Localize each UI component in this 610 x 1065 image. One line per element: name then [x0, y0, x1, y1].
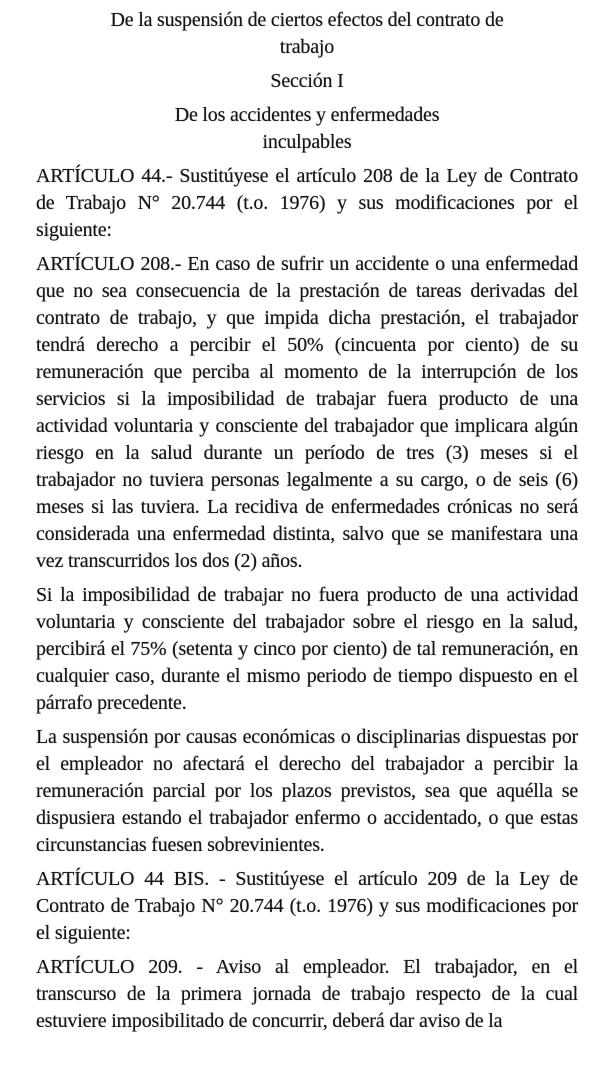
subsection-title: De los accidentes y enfermedades inculpables — [174, 104, 440, 153]
paragraph-articulo-44-bis: ARTÍCULO 44 BIS. - Sustitúyese el artículo 209 de la Ley de Contrato de Trabajo N° 20.744 (t.o. 1976) y sus modificaciones por el siguiente: — [36, 868, 578, 944]
paragraph-articulo-44: ARTÍCULO 44.- Sustitúyese el artículo 208 de la Ley de Contrato de Trabajo N° 20.744 (t.o. 1976) y sus modificaciones por el siguiente: — [36, 165, 578, 241]
paragraph-articulo-209: ARTÍCULO 209. - Aviso al empleador. El trabajador, en el transcurso de la primera jornada de trabajo respecto de la cual estuviere imposibilitado de concurrir, deberá dar aviso de la — [36, 956, 578, 1032]
paragraph-suspension: La suspensión por causas económicas o disciplinarias dispuestas por el empleador no afectará el derecho del trabajador a percibir la remuneración parcial por los plazos previstos, sea que aquélla se dispusiera estando el trabajador enfermo o accidentado, o que estas circunstancias fuesen sobrevinientes. — [36, 726, 578, 856]
section-title: Sección I — [270, 70, 344, 92]
paragraph-articulo-208: ARTÍCULO 208.- En caso de sufrir un accidente o una enfermedad que no sea consecuencia de la prestación de tareas derivadas del contrato de trabajo, y que impida dicha prestación, el trabajador tendrá derecho a percibir el 50% (cincuenta por ciento) de su remuneración que perciba al momento de la interrupción de los servicios si la imposibilidad de trabajar fuera producto de una actividad voluntaria y consciente del trabajador que implicara algún riesgo en la salud durante un período de tres (3) meses si el trabajador no tuviera personas legalmente a su cargo, o de seis (6) meses si las tuviera. La recidiva de enfermedades crónicas no será considerada una enfermedad distinta, salvo que se manifestara una vez transcurridos los dos (2) años. — [36, 253, 578, 572]
paragraph-75-por-ciento: Si la imposibilidad de trabajar no fuera producto de una actividad voluntaria y consciente del trabajador sobre el riesgo en la salud, percibirá el 75% (setenta y cinco por ciento) de tal remuneración, en cualquier caso, durante el mismo periodo de tiempo dispuesto en el párrafo precedente. — [36, 584, 578, 714]
chapter-title: De la suspensión de ciertos efectos del contrato de trabajo — [110, 9, 504, 58]
